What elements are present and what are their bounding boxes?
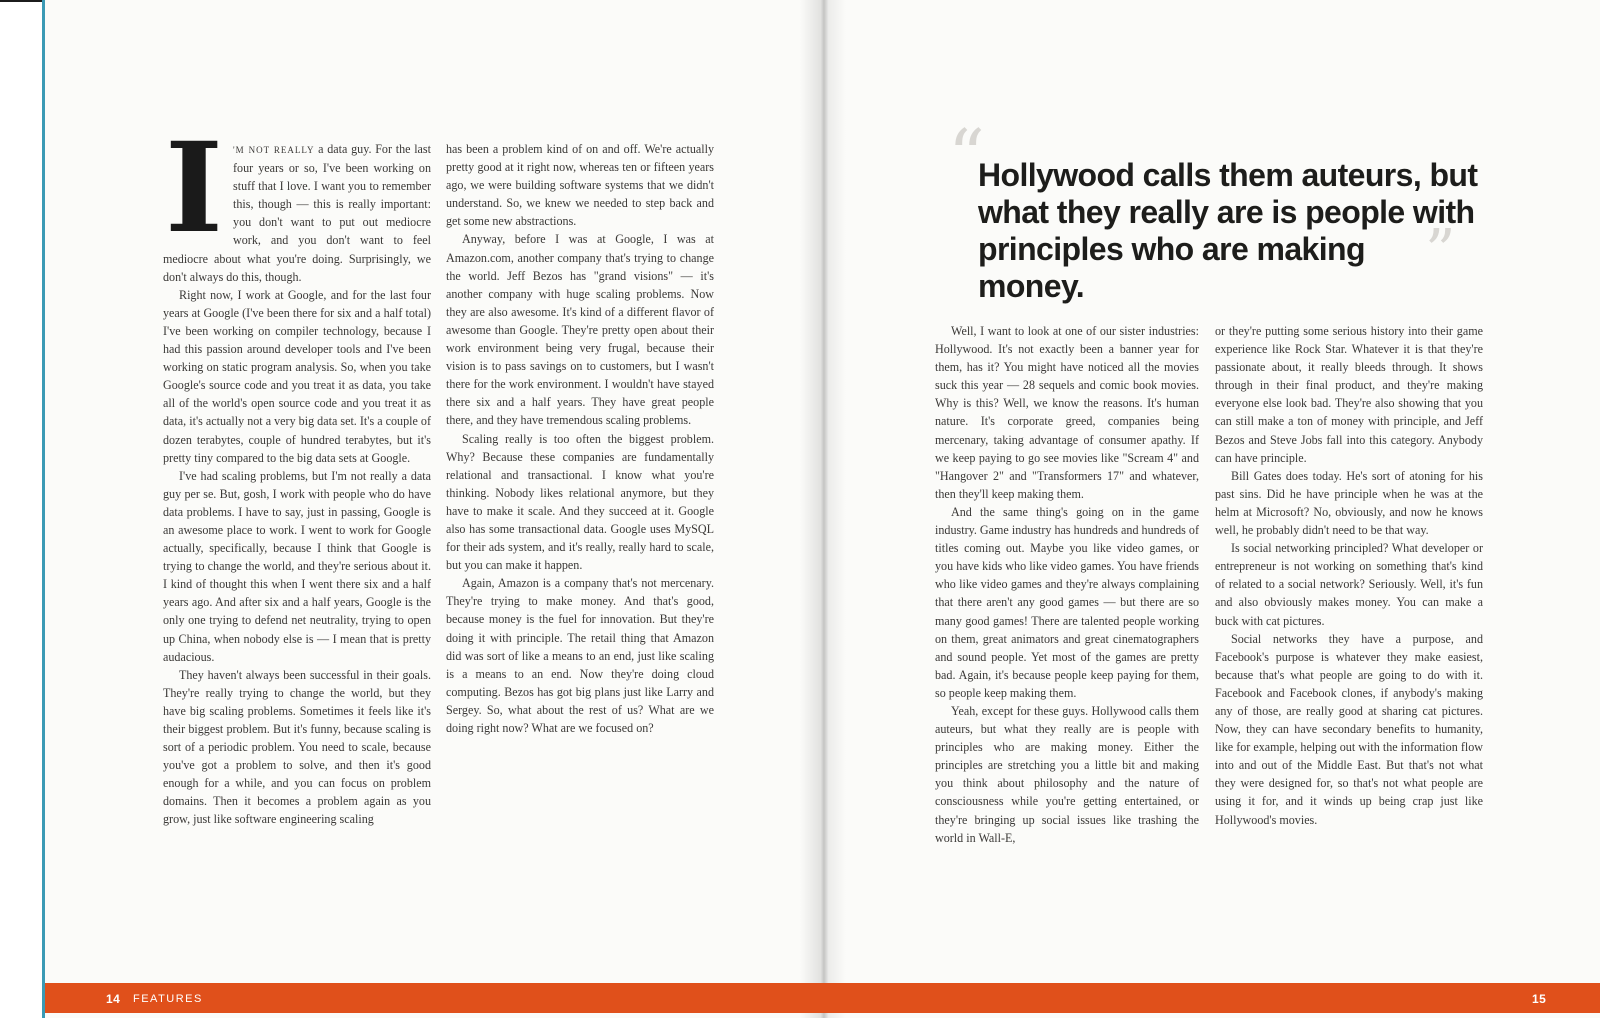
right-column-1	[935, 322, 1199, 847]
paragraph: Social networks they have a purpose, and Facebook's purpose is whatever they make easiest, because that's what people are going to do with it. Facebook and Facebook clones, if anybody's making any of those, are really good at sharing cat pictures. Now, they can have secondary benefits to humanity, like for example, helping out with the information flow into and out of the Middle East. But that's not what they were designed for, so that's not what people are using it for, and it winds up being crap just like Hollywood's movies.	[1215, 631, 1483, 827]
page-number-right: 15	[1532, 992, 1547, 1006]
section-label: FEATURES	[133, 993, 203, 1005]
gutter-shadow	[800, 0, 846, 1018]
pull-quote: Hollywood calls them auteurs, but what they really are is people with principles who are making money.	[978, 157, 1478, 304]
paragraph: Yeah, except for these guys. Hollywood calls them auteurs, but what they really are is people with principles who are making money. Either the principles are stretching you a little bit and making you think about philosophy and the nature of consciousness while you're getting entertained, or they're bringing up social issues like trashing the world in Wall-E,	[935, 703, 1199, 845]
close-quote-icon: ”	[1425, 217, 1456, 287]
footer-bar-right	[823, 983, 1600, 1013]
left-column-2	[446, 140, 714, 737]
paragraph: I've had scaling problems, but I'm not really a data guy per se. But, gosh, I work with people who do have data problems. I have to say, just in passing, Google is an awesome place to work. I went to work for Google actually, specifically, because I think that Google is trying to change the world, and they're serious about it. I kind of thought this when I went there six and a half years ago. And after six and a half years, Google is the only one trying to defend net neutrality, trying to open up China, when nobody else is — I mean that is pretty audacious.	[163, 468, 431, 664]
paragraph: They haven't always been successful in their goals. They're really trying to change the world, but they have big scaling problems. Sometimes it feels like it's their biggest problem. But it's funny, because scaling is sort of a periodic problem. You need to scale, because you've got a problem to solve, and then it's good enough for a while, and you can focus on problem domains. Then it becomes a problem again as you grow, just like software engineering scaling	[163, 667, 431, 827]
paragraph: Well, I want to look at one of our sister industries: Hollywood. It's not exactly been a banner year for them, has it? You might have noticed all the movies suck this year — 28 sequels and comic book movies. Why is this? Well, we know the reasons. It's human nature. It's corporate greed, companies being mercenary, taking advantage of consumer apathy. If we keep paying to go see movies like "Scream 4" and "Hangover 2" and "Transformers 17" and whatever, then they'll keep making them.	[935, 324, 1199, 501]
paragraph: Is social networking principled? What developer or entrepreneur is not working on something that's kind of related to a social network? Seriously. Well, it's fun and also obviously makes money. You can make a buck with cat pictures.	[1215, 541, 1483, 628]
paragraph: Right now, I work at Google, and for the last four years at Google (I've been there for six and a half total) I've been working on compiler technology, because I had this passion around developer tools and I've been working on static program analysis. So, when you take Google's source code and you treat it as data, you take all of the world's open source code and you treat it as data, it's actually not a very big data set. It's a couple of dozen terabytes, couple of hundred terabytes, but it's pretty tiny compared to the big data sets at Google.	[163, 287, 431, 465]
drop-cap: I	[165, 116, 224, 261]
bottom-edge	[0, 1018, 1600, 1031]
paragraph: has been a problem kind of on and off. We're actually pretty good at it right now, whereas ten or fifteen years ago, we were building software systems that we didn't understand. So, we knew we needed to step back and get some new abstractions.	[446, 142, 714, 229]
paragraph: Anyway, before I was at Google, I was at Amazon.com, another company that's trying to change the world. Jeff Bezos has "grand visions" — it's another company with huge scaling problems. Now they are also awesome. It's kind of a different flavor of awesome than Google. They're pretty open about their work environment being very frugal, because their vision is to pass savings on to customers, but I wasn't there for the work environment. I wouldn't have stayed there six and a half years. They have great people there, and they have tremendous scaling problems.	[446, 232, 714, 428]
paragraph: And the same thing's going on in the game industry. Game industry has hundreds and hundreds of titles coming out. Maybe you like video games, or you have kids who like video games. You have friends who like video games and they're always complaining that there aren't any good games — but there are so many good games! There are talented people working on them, great animators and great cinematographers and sound people. Yet most of the games are pretty bad. Again, it's because people keep paying for them, so people keep making them.	[935, 504, 1199, 700]
paragraph: Scaling really is too often the biggest problem. Why? Because these companies are fundamentally relational and transactional. I know what you're thinking. Nobody likes relational anymore, but they have to make it scale. And they succeed at it. Google also has some transactional data. Google uses MySQL for their ads system, and it's really, really hard to scale, but you can make it happen.	[446, 431, 714, 573]
paragraph: Bill Gates does today. He's sort of atoning for his past sins. Did he have principle when he was at the helm at Microsoft? No, obviously, and now he knows well, he probably didn't need to be that way.	[1215, 468, 1483, 538]
paragraph-text: a data guy. For the last four years or so, I've been working on stuff that I love. I want you to remember this, though — this is really important: you don't want to put out mediocre work, and you don't want to feel mediocre about what you're doing. Surprisingly, we don't always do this, though.	[163, 142, 431, 284]
paragraph	[163, 116, 431, 286]
paragraph: Again, Amazon is a company that's not mercenary. They're trying to make money. And that's good, because money is the fuel for innovation. But they're doing it with principle. The retail thing that Amazon did was sort of like a means to an end, just like scaling is a means to an end. Now they're doing cloud computing. Bezos has got big plans just like Larry and Sergey. So, what about the rest of us? What are we doing right now? What are we focused on?	[446, 576, 714, 735]
left-column-1	[163, 116, 431, 829]
page-number-left: 14	[106, 992, 121, 1006]
lead-in-smallcaps: 'M NOT REALLY	[233, 145, 315, 155]
open-quote-icon: “	[948, 114, 985, 198]
right-column-2	[1215, 322, 1483, 829]
paragraph: or they're putting some serious history into their game experience like Rock Star. Whatever it is that they're passionate about, it really bleeds through. It shows through in their final product, and they're making everyone else look bad. They're also showing that you can still make a ton of money with principle, and Jeff Bezos and Steve Jobs fall into this category. Anybody can have principle.	[1215, 324, 1483, 465]
